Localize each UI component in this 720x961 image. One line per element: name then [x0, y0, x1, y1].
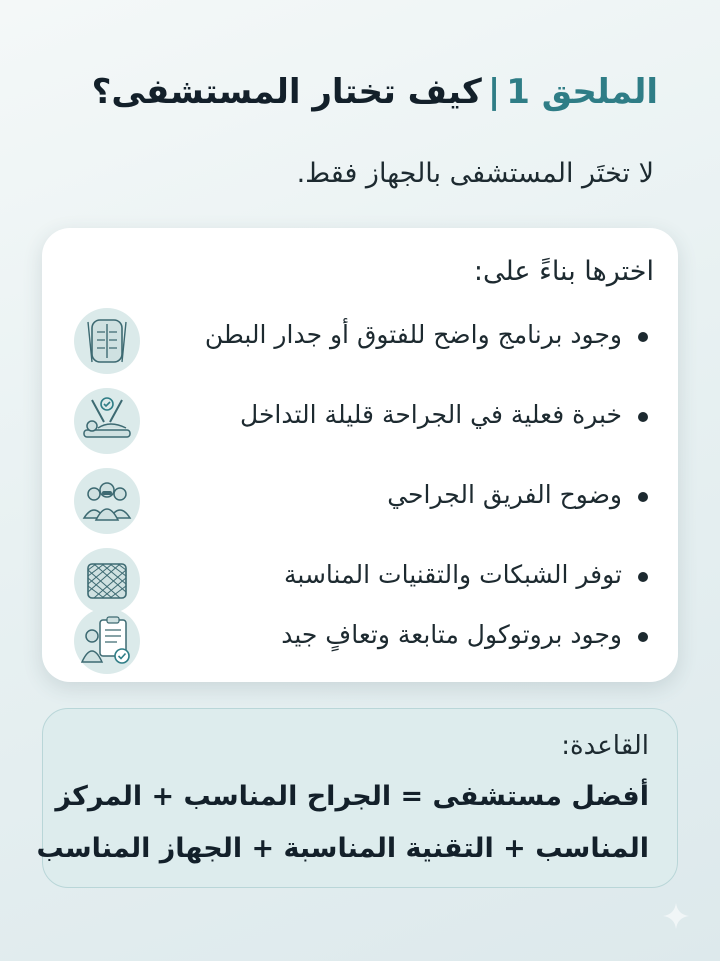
- surgical-team-icon: [74, 468, 140, 534]
- abdomen-icon: [74, 308, 140, 374]
- criteria-card: [42, 228, 678, 682]
- rule-line-1: أفضل مستشفى = الجراح المناسب + المركز: [55, 781, 649, 812]
- bullet-icon: [638, 632, 648, 642]
- list-item-label: وجود بروتوكول متابعة وتعافٍ جيد: [281, 620, 622, 649]
- list-item-label: توفر الشبكات والتقنيات المناسبة: [284, 560, 622, 589]
- rule-line-2: المناسب + التقنية المناسبة + الجهاز المناسب: [36, 833, 649, 864]
- laparoscopic-surgery-icon: [74, 388, 140, 454]
- sparkle-icon: [662, 902, 690, 930]
- bullet-icon: [638, 492, 648, 502]
- list-item: [42, 388, 678, 450]
- surgical-mesh-icon: [74, 548, 140, 614]
- list-item: [42, 548, 678, 610]
- title-text: كيف تختار المستشفى؟: [91, 72, 482, 112]
- follow-up-clipboard-icon: [74, 608, 140, 674]
- list-item: [42, 608, 678, 670]
- rule-label: القاعدة:: [561, 731, 649, 761]
- page-title: [92, 72, 658, 112]
- title-separator: |: [487, 72, 501, 112]
- rule-box: [36, 708, 678, 888]
- subtitle: لا تختَر المستشفى بالجهاز فقط.: [296, 158, 654, 189]
- bullet-icon: [638, 412, 648, 422]
- list-item: [42, 308, 678, 370]
- appendix-label: الملحق 1: [506, 72, 658, 112]
- bullet-icon: [638, 332, 648, 342]
- list-item-label: وجود برنامج واضح للفتوق أو جدار البطن: [204, 320, 622, 349]
- criteria-heading: اخترها بناءً على:: [473, 256, 654, 287]
- bullet-icon: [638, 572, 648, 582]
- list-item-label: وضوح الفريق الجراحي: [387, 480, 622, 509]
- list-item-label: خبرة فعلية في الجراحة قليلة التداخل: [240, 400, 622, 429]
- list-item: [42, 468, 678, 530]
